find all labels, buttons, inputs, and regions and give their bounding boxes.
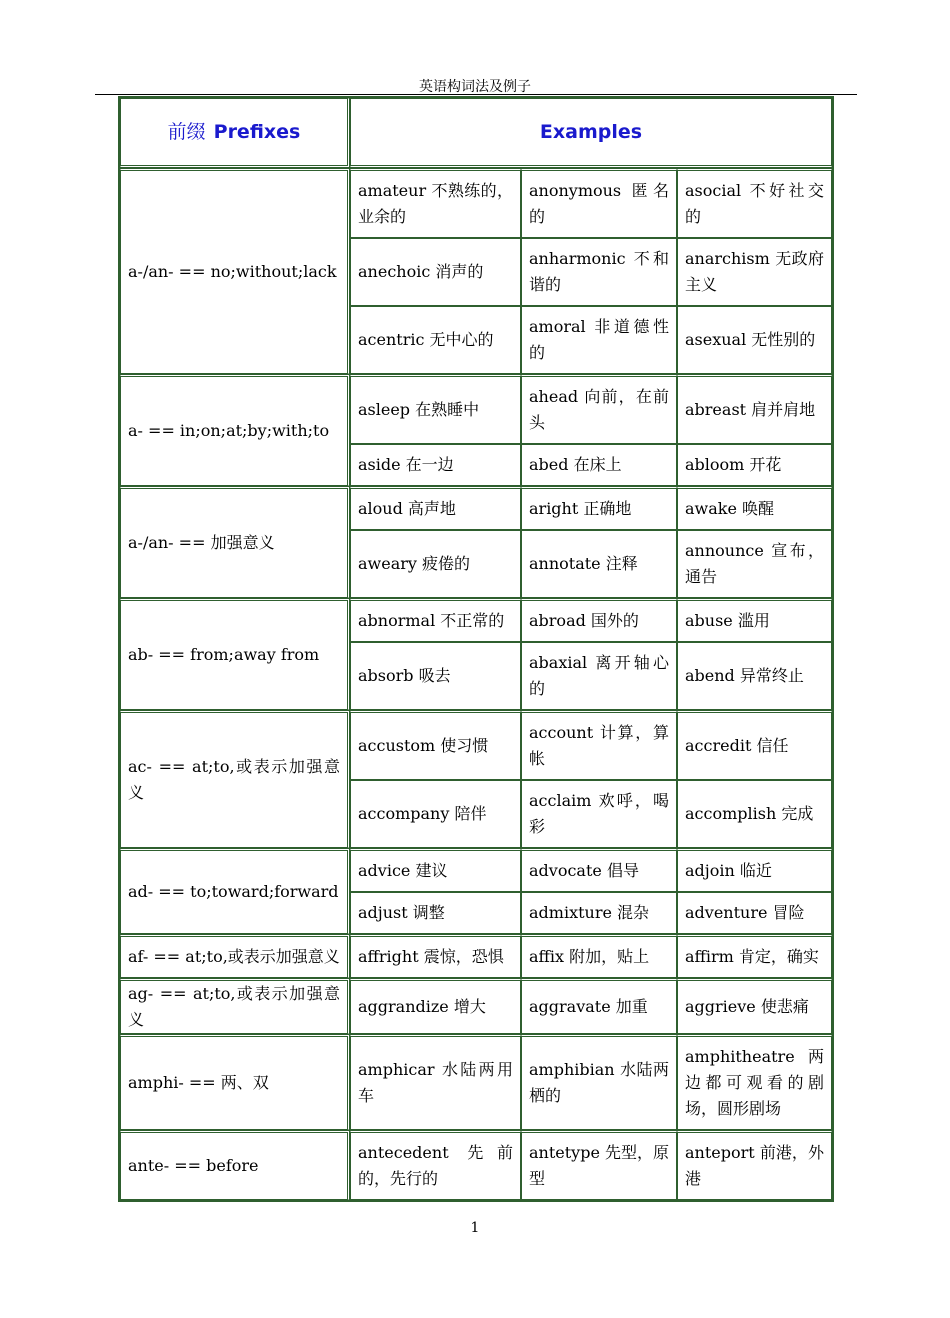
example-cell: annotate 注释 xyxy=(521,530,677,598)
example-cell: asleep 在熟睡中 xyxy=(350,374,521,444)
example-cell: asocial 不好社交的 xyxy=(677,168,832,238)
example-cell: abaxial 离开轴心的 xyxy=(521,642,677,710)
table-row xyxy=(120,848,832,892)
prefix-table xyxy=(118,96,834,1202)
example-cell: accredit 信任 xyxy=(677,710,832,780)
example-cell: affright 震惊，恐惧 xyxy=(350,934,521,978)
example-cell: aside 在一边 xyxy=(350,444,521,486)
example-cell: antetype 先型，原型 xyxy=(521,1130,677,1200)
example-cell: anteport 前港，外港 xyxy=(677,1130,832,1200)
example-cell: abloom 开花 xyxy=(677,444,832,486)
example-cell: abroad 国外的 xyxy=(521,598,677,642)
example-cell: abreast 肩并肩地 xyxy=(677,374,832,444)
example-cell: abuse 滥用 xyxy=(677,598,832,642)
example-cell: aggrieve 使悲痛 xyxy=(677,978,832,1034)
prefix-cell: ad- == to;toward;forward xyxy=(120,848,350,934)
table-row xyxy=(120,978,832,1034)
example-cell: announce 宣布，通告 xyxy=(677,530,832,598)
prefix-cell: ab- == from;away from xyxy=(120,598,350,710)
examples-header-cell: Examples xyxy=(350,98,832,168)
prefixes-header-cn: 前缀 xyxy=(167,121,206,143)
example-cell: awake 唤醒 xyxy=(677,486,832,530)
table-row xyxy=(120,710,832,780)
table-row xyxy=(120,1130,832,1200)
example-cell: adventure 冒险 xyxy=(677,892,832,934)
example-cell: accustom 使习惯 xyxy=(350,710,521,780)
prefix-cell: amphi- == 两、双 xyxy=(120,1034,350,1130)
example-cell: anarchism 无政府主义 xyxy=(677,238,832,306)
example-cell: accomplish 完成 xyxy=(677,780,832,848)
example-cell: antecedent 先前的，先行的 xyxy=(350,1130,521,1200)
example-cell: ahead 向前，在前头 xyxy=(521,374,677,444)
header-rule xyxy=(95,94,857,95)
example-cell: absorb 吸去 xyxy=(350,642,521,710)
example-cell: amphicar 水陆两用车 xyxy=(350,1034,521,1130)
prefix-cell: ag- == at;to,或表示加强意义 xyxy=(120,978,350,1034)
example-cell: anonymous 匿名的 xyxy=(521,168,677,238)
example-cell: amateur 不熟练的，业余的 xyxy=(350,168,521,238)
page-header-title: 英语构词法及例子 xyxy=(419,79,531,95)
example-cell: affix 附加，贴上 xyxy=(521,934,677,978)
example-cell: aweary 疲倦的 xyxy=(350,530,521,598)
prefix-cell: a-/an- == 加强意义 xyxy=(120,486,350,598)
prefix-cell: a-/an- == no;without;lack xyxy=(120,168,350,374)
example-cell: aright 正确地 xyxy=(521,486,677,530)
example-cell: accompany 陪伴 xyxy=(350,780,521,848)
example-cell: adjust 调整 xyxy=(350,892,521,934)
example-cell: advice 建议 xyxy=(350,848,521,892)
example-cell: abed 在床上 xyxy=(521,444,677,486)
example-cell: acclaim 欢呼，喝彩 xyxy=(521,780,677,848)
example-cell: anechoic 消声的 xyxy=(350,238,521,306)
example-cell: anharmonic 不和谐的 xyxy=(521,238,677,306)
example-cell: aggravate 加重 xyxy=(521,978,677,1034)
example-cell: amphitheatre 两边都可观看的剧场，圆形剧场 xyxy=(677,1034,832,1130)
example-cell: admixture 混杂 xyxy=(521,892,677,934)
table-row xyxy=(120,934,832,978)
example-cell: amphibian 水陆两栖的 xyxy=(521,1034,677,1130)
table-row xyxy=(120,598,832,642)
page-number: 1 xyxy=(470,1220,480,1236)
example-cell: account 计算，算帐 xyxy=(521,710,677,780)
prefix-cell: ac- == at;to,或表示加强意义 xyxy=(120,710,350,848)
example-cell: aggrandize 增大 xyxy=(350,978,521,1034)
example-cell: affirm 肯定，确实 xyxy=(677,934,832,978)
example-cell: abnormal 不正常的 xyxy=(350,598,521,642)
example-cell: amoral 非道德性的 xyxy=(521,306,677,374)
table-row xyxy=(120,1034,832,1130)
prefix-cell: af- == at;to,或表示加强意义 xyxy=(120,934,350,978)
example-cell: aloud 高声地 xyxy=(350,486,521,530)
table-row xyxy=(120,374,832,444)
prefix-cell: ante- == before xyxy=(120,1130,350,1200)
example-cell: abend 异常终止 xyxy=(677,642,832,710)
example-cell: acentric 无中心的 xyxy=(350,306,521,374)
example-cell: asexual 无性别的 xyxy=(677,306,832,374)
prefix-cell: a- == in;on;at;by;with;to xyxy=(120,374,350,486)
table-row xyxy=(120,168,832,238)
example-cell: advocate 倡导 xyxy=(521,848,677,892)
prefixes-header-cell xyxy=(120,98,350,168)
prefixes-header-en: Prefixes xyxy=(213,121,301,143)
table-header-row xyxy=(120,98,832,168)
table-row xyxy=(120,486,832,530)
example-cell: adjoin 临近 xyxy=(677,848,832,892)
